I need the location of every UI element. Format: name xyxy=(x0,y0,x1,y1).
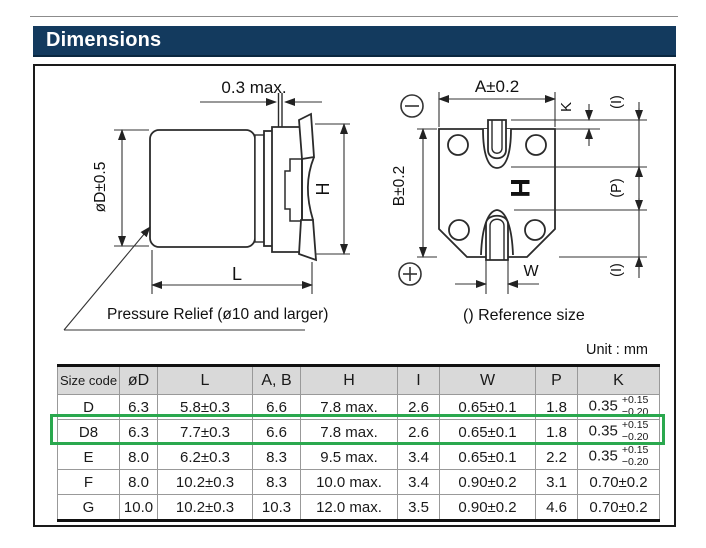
cell-k: 0.35 +0.15 −0.20 xyxy=(578,420,660,445)
dimensions-table xyxy=(57,364,660,522)
cell: 2.6 xyxy=(398,420,440,445)
cell: 6.2±0.3 xyxy=(158,445,253,470)
vent-hole xyxy=(525,220,545,240)
lead-upright xyxy=(279,93,283,127)
vent-hole xyxy=(448,135,468,155)
cell: 0.90±0.2 xyxy=(440,470,536,495)
cell: 9.5 max. xyxy=(301,445,398,470)
col-header-l: L xyxy=(158,366,253,395)
pressure-relief-label: Pressure Relief (ø10 and larger) xyxy=(107,306,329,323)
capacitor-bottom-view xyxy=(439,120,555,260)
table-row-f xyxy=(58,470,660,495)
cell: 10.0 max. xyxy=(301,470,398,495)
cell-k: 0.35 +0.15 −0.20 xyxy=(578,395,660,420)
col-header-ab: A, B xyxy=(253,366,301,395)
diameter-label: øD±0.5 xyxy=(92,161,109,213)
cell: 8.0 xyxy=(120,470,158,495)
case-marking: H xyxy=(504,178,535,198)
reference-size-note: () Reference size xyxy=(463,307,585,324)
cell: 0.65±0.1 xyxy=(440,445,536,470)
capacitor-washer xyxy=(255,135,264,242)
page-top-rule xyxy=(30,16,678,17)
cell: 7.8 max. xyxy=(301,395,398,420)
cell: 7.8 max. xyxy=(301,420,398,445)
lead-tab-top xyxy=(299,114,314,159)
dim-diameter xyxy=(114,130,149,246)
w-dim-label: W xyxy=(523,263,539,280)
cell: 8.3 xyxy=(253,445,301,470)
length-label: L xyxy=(231,264,243,284)
cell-k: 0.35 +0.15 −0.20 xyxy=(578,445,660,470)
col-header-diameter: øD xyxy=(120,366,158,395)
cell-size-code: D8 xyxy=(58,420,120,445)
table-row-g xyxy=(58,495,660,521)
lead-thickness-label: 0.3 max. xyxy=(221,78,287,97)
cell: 10.0 xyxy=(120,495,158,521)
page-title: Dimensions xyxy=(46,29,162,51)
cell-k: 0.70±0.2 xyxy=(578,495,660,521)
negative-terminal-icon xyxy=(401,95,423,117)
cell: 3.5 xyxy=(398,495,440,521)
cell: 6.6 xyxy=(253,395,301,420)
cell-size-code: D xyxy=(58,395,120,420)
capacitor-body xyxy=(150,130,255,247)
vent-hole xyxy=(526,135,546,155)
cell: 3.4 xyxy=(398,470,440,495)
cell: 7.7±0.3 xyxy=(158,420,253,445)
cell: 1.8 xyxy=(536,395,578,420)
cell-k: 0.70±0.2 xyxy=(578,470,660,495)
lead-tab-bottom xyxy=(299,220,316,260)
col-header-size-code: Size code xyxy=(58,366,120,395)
dimension-drawings xyxy=(35,66,678,356)
p-dim-label: (P) xyxy=(609,178,625,198)
col-header-w: W xyxy=(440,366,536,395)
col-header-i: I xyxy=(398,366,440,395)
cell: 6.3 xyxy=(120,395,158,420)
capacitor-side-view xyxy=(150,93,316,260)
cell: 0.65±0.1 xyxy=(440,420,536,445)
i-bottom-dim-label: (I) xyxy=(609,263,625,277)
unit-note: Unit : mm xyxy=(585,342,648,358)
cell: 10.2±0.3 xyxy=(158,495,253,521)
cell: 2.6 xyxy=(398,395,440,420)
cell: 5.8±0.3 xyxy=(158,395,253,420)
k-dim-label: K xyxy=(558,101,575,113)
cell: 8.3 xyxy=(253,470,301,495)
cell: 8.0 xyxy=(120,445,158,470)
cell: 10.3 xyxy=(253,495,301,521)
cell: 6.6 xyxy=(253,420,301,445)
table-row-d xyxy=(58,395,660,420)
terminal-top xyxy=(488,120,506,158)
cell: 10.2±0.3 xyxy=(158,470,253,495)
cell: 6.3 xyxy=(120,420,158,445)
table-row-e xyxy=(58,445,660,470)
cell: 0.90±0.2 xyxy=(440,495,536,521)
cell-size-code: G xyxy=(58,495,120,521)
col-header-k: K xyxy=(578,366,660,395)
height-label: H xyxy=(313,182,333,196)
i-top-dim-label: (I) xyxy=(609,95,625,109)
section-header xyxy=(33,26,676,57)
table-row-d8 xyxy=(58,420,660,445)
col-header-p: P xyxy=(536,366,578,395)
cell: 3.1 xyxy=(536,470,578,495)
b-dim-label: B±0.2 xyxy=(391,165,408,207)
positive-terminal-icon xyxy=(399,263,421,285)
cell: 4.6 xyxy=(536,495,578,521)
cell-size-code: F xyxy=(58,470,120,495)
capacitor-base-mold xyxy=(272,127,302,252)
cell: 2.2 xyxy=(536,445,578,470)
dim-b xyxy=(417,129,437,257)
col-header-h: H xyxy=(301,366,398,395)
cell: 12.0 max. xyxy=(301,495,398,521)
cell: 3.4 xyxy=(398,445,440,470)
vent-hole xyxy=(449,220,469,240)
cell: 0.65±0.1 xyxy=(440,395,536,420)
cell-size-code: E xyxy=(58,445,120,470)
dimensions-panel xyxy=(33,64,676,527)
a-dim-label: A±0.2 xyxy=(474,77,520,96)
cell: 1.8 xyxy=(536,420,578,445)
table-header-row xyxy=(58,366,660,395)
